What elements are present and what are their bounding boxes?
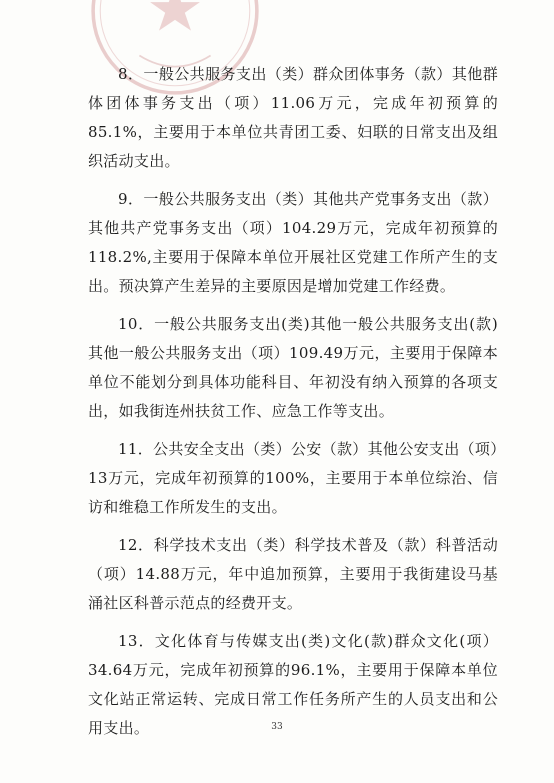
document-body [88, 60, 498, 752]
page-number: 33 [271, 722, 283, 732]
paragraph-item-8: 8．一般公共服务支出（类）群众团体事务（款）其他群体团体事务支出（项）11.06万元，完成年初预算的85.1%，主要用于本单位共青团工委、妇联的日常支出及组织活动支出。 [88, 65, 498, 170]
paragraph-item-10: 10．一般公共服务支出(类)其他一般公共服务支出(款)其他一般公共服务支出（项）109.49万元，主要用于保障本单位不能划分到具体功能科目、年初没有纳入预算的各项支出，如我街连州扶贫工作、应急工作等支出。 [88, 315, 498, 420]
paragraph-item-9: 9．一般公共服务支出（类）其他共产党事务支出（款）其他共产党事务支出（项）104.29万元，完成年初预算的118.2%,主要用于保障本单位开展社区党建工作所产生的支出。预决算产生差异的主要原因是增加党建工作经费。 [88, 190, 498, 295]
paragraph-item-12: 12．科学技术支出（类）科学技术普及（款）科普活动（项）14.88万元，年中追加预算，主要用于我街建设马基涌社区科普示范点的经费开支。 [88, 536, 498, 612]
paragraph-item-13: 13．文化体育与传媒支出(类)文化(款)群众文化(项）34.64万元，完成年初预算的96.1%，主要用于保障本单位文化站正常运转、完成日常工作任务所产生的人员支出和公用支出。 [88, 632, 498, 737]
paragraph-item-11: 11．公共安全支出（类）公安（款）其他公安支出（项）13万元，完成年初预算的100%，主要用于本单位综治、信访和维稳工作所发生的支出。 [88, 440, 498, 516]
